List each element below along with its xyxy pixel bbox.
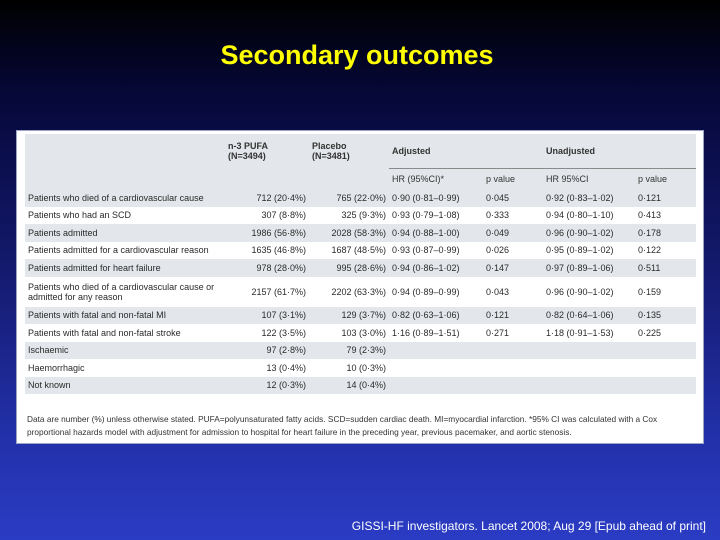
header-unadjusted: Unadjusted (543, 134, 696, 169)
table-row (25, 324, 696, 342)
unadj-p-cell: 0·511 (635, 259, 696, 277)
unadj-hr-cell: 0·95 (0·89–1·02) (546, 245, 614, 256)
row-label: Patients who died of a cardiovascular cause (25, 189, 225, 207)
header-pufa-n: (N=3494) (228, 151, 266, 162)
header-placebo (309, 134, 389, 169)
placebo-cell: 103 (3·0%) (341, 327, 386, 338)
adj-hr-cell: 0·94 (0·86–1·02) (389, 259, 483, 277)
unadj-hr-cell: 0·96 (0·90–1·02) (546, 286, 614, 297)
row-label: Patients admitted for heart failure (25, 259, 225, 277)
header-blank (25, 169, 225, 190)
table-row (25, 259, 696, 277)
pufa-cell: 978 (28·0%) (225, 259, 309, 277)
placebo-cell: 995 (28·6%) (309, 259, 389, 277)
outcomes-table (25, 134, 696, 394)
pufa-cell: 1986 (56·8%) (225, 224, 309, 242)
adj-p-cell (483, 359, 543, 377)
unadj-p-cell: 0·178 (635, 224, 696, 242)
placebo-cell: 14 (0·4%) (309, 377, 389, 395)
row-label: Patients admitted for a cardiovascular reason (28, 245, 209, 256)
table-footnote: Data are number (%) unless otherwise stated. PUFA=polyunsaturated fatty acids. SCD=sudden cardiac death. MI=myocardial infarction. *95% CI was calculated with a Cox proportional hazards model with adjustment for admission to hospital for heart failure in the preceding year, previous pacemaker, and aortic stenosis. (27, 414, 658, 437)
row-label: Haemorrhagic (28, 362, 85, 373)
unadj-hr-cell: 0·82 (0·64–1·06) (543, 307, 635, 325)
adj-hr-cell: 0·93 (0·79–1·08) (392, 210, 460, 221)
adj-hr-cell: 0·90 (0·81–0·99) (389, 189, 483, 207)
table-row (25, 189, 696, 207)
header-adj-hr: HR (95%CI)* (389, 169, 483, 190)
table-row (25, 342, 696, 360)
pufa-cell: 122 (3·5%) (261, 327, 306, 338)
row-label: Not known (25, 377, 225, 395)
adj-hr-cell (389, 342, 483, 360)
unadj-p-cell (635, 377, 696, 395)
pufa-cell: 2157 (61·7%) (251, 286, 306, 297)
unadj-p-cell: 0·159 (638, 286, 662, 297)
pufa-cell: 13 (0·4%) (266, 362, 306, 373)
adj-p-cell: 0·271 (486, 327, 510, 338)
row-label: Patients who had an SCD (28, 210, 132, 221)
adj-p-cell: 0·043 (486, 286, 510, 297)
unadj-p-cell: 0·135 (635, 307, 696, 325)
header-placebo-n: (N=3481) (312, 151, 350, 162)
pufa-cell: 307 (8·8%) (261, 210, 306, 221)
table-row (25, 377, 696, 395)
unadj-hr-cell: 0·97 (0·89–1·06) (543, 259, 635, 277)
table-row (25, 359, 696, 377)
row-label: Patients admitted (25, 224, 225, 242)
adj-hr-cell (389, 377, 483, 395)
row-label: Patients with fatal and non-fatal stroke (28, 327, 181, 338)
unadj-p-cell: 0·121 (635, 189, 696, 207)
adj-p-cell: 0·026 (486, 245, 510, 256)
pufa-cell: 107 (3·1%) (225, 307, 309, 325)
adj-p-cell (483, 342, 543, 360)
placebo-cell: 79 (2·3%) (309, 342, 389, 360)
adj-p-cell: 0·147 (483, 259, 543, 277)
pufa-cell: 1635 (46·8%) (251, 245, 306, 256)
pufa-cell: 97 (2·8%) (225, 342, 309, 360)
pufa-cell: 12 (0·3%) (225, 377, 309, 395)
header-blank (225, 169, 309, 190)
adj-hr-cell: 0·94 (0·88–1·00) (389, 224, 483, 242)
unadj-hr-cell (543, 342, 635, 360)
pufa-cell: 712 (20·4%) (225, 189, 309, 207)
placebo-cell: 765 (22·0%) (309, 189, 389, 207)
header-placebo-label: Placebo (312, 141, 347, 152)
unadj-hr-cell: 0·92 (0·83–1·02) (543, 189, 635, 207)
unadj-hr-cell (543, 359, 635, 377)
row-label: Ischaemic (25, 342, 225, 360)
adj-p-cell: 0·333 (486, 210, 510, 221)
unadj-p-cell: 0·225 (638, 327, 662, 338)
slide-title: Secondary outcomes (220, 40, 494, 70)
table-row (25, 277, 696, 307)
header-pufa-label: n-3 PUFA (228, 141, 269, 152)
adj-p-cell: 0·121 (483, 307, 543, 325)
table-row (25, 307, 696, 325)
placebo-cell: 129 (3·7%) (309, 307, 389, 325)
unadj-hr-cell: 0·96 (0·90–1·02) (543, 224, 635, 242)
placebo-cell: 2028 (58·3%) (309, 224, 389, 242)
adj-hr-cell: 1·16 (0·89–1·51) (392, 327, 460, 338)
adj-p-cell (483, 377, 543, 395)
unadj-hr-cell: 1·18 (0·91–1·53) (546, 327, 614, 338)
adj-p-cell: 0·045 (483, 189, 543, 207)
header-outcome (25, 134, 225, 169)
adj-hr-cell: 0·93 (0·87–0·99) (392, 245, 460, 256)
header-unadj-p: p value (635, 169, 696, 190)
placebo-cell: 1687 (48·5%) (331, 245, 386, 256)
adj-p-cell: 0·049 (483, 224, 543, 242)
unadj-p-cell: 0·413 (638, 210, 662, 221)
table-row (25, 224, 696, 242)
adj-hr-cell: 0·82 (0·63–1·06) (389, 307, 483, 325)
adj-hr-cell (389, 359, 483, 377)
header-adj-p: p value (483, 169, 543, 190)
header-unadj-hr: HR 95%CI (543, 169, 635, 190)
header-adjusted: Adjusted (389, 134, 543, 169)
row-label: Patients with fatal and non-fatal MI (25, 307, 225, 325)
adj-hr-cell: 0·94 (0·89–0·99) (392, 286, 460, 297)
placebo-cell: 2202 (63·3%) (331, 286, 386, 297)
unadj-hr-cell: 0·94 (0·80–1·10) (546, 210, 614, 221)
citation: GISSI-HF investigators. Lancet 2008; Aug 29 [Epub ahead of print] (351, 519, 706, 533)
unadj-p-cell: 0·122 (638, 245, 662, 256)
unadj-p-cell (635, 342, 696, 360)
unadj-p-cell (635, 359, 696, 377)
placebo-cell: 325 (9·3%) (341, 210, 386, 221)
row-label: Patients who died of a cardiovascular cause or admitted for any reason (28, 281, 215, 302)
placebo-cell: 10 (0·3%) (346, 362, 386, 373)
table-row (25, 207, 696, 225)
outcomes-table-panel (16, 130, 704, 444)
table-row (25, 242, 696, 260)
header-blank (309, 169, 389, 190)
header-pufa (225, 134, 309, 169)
unadj-hr-cell (543, 377, 635, 395)
